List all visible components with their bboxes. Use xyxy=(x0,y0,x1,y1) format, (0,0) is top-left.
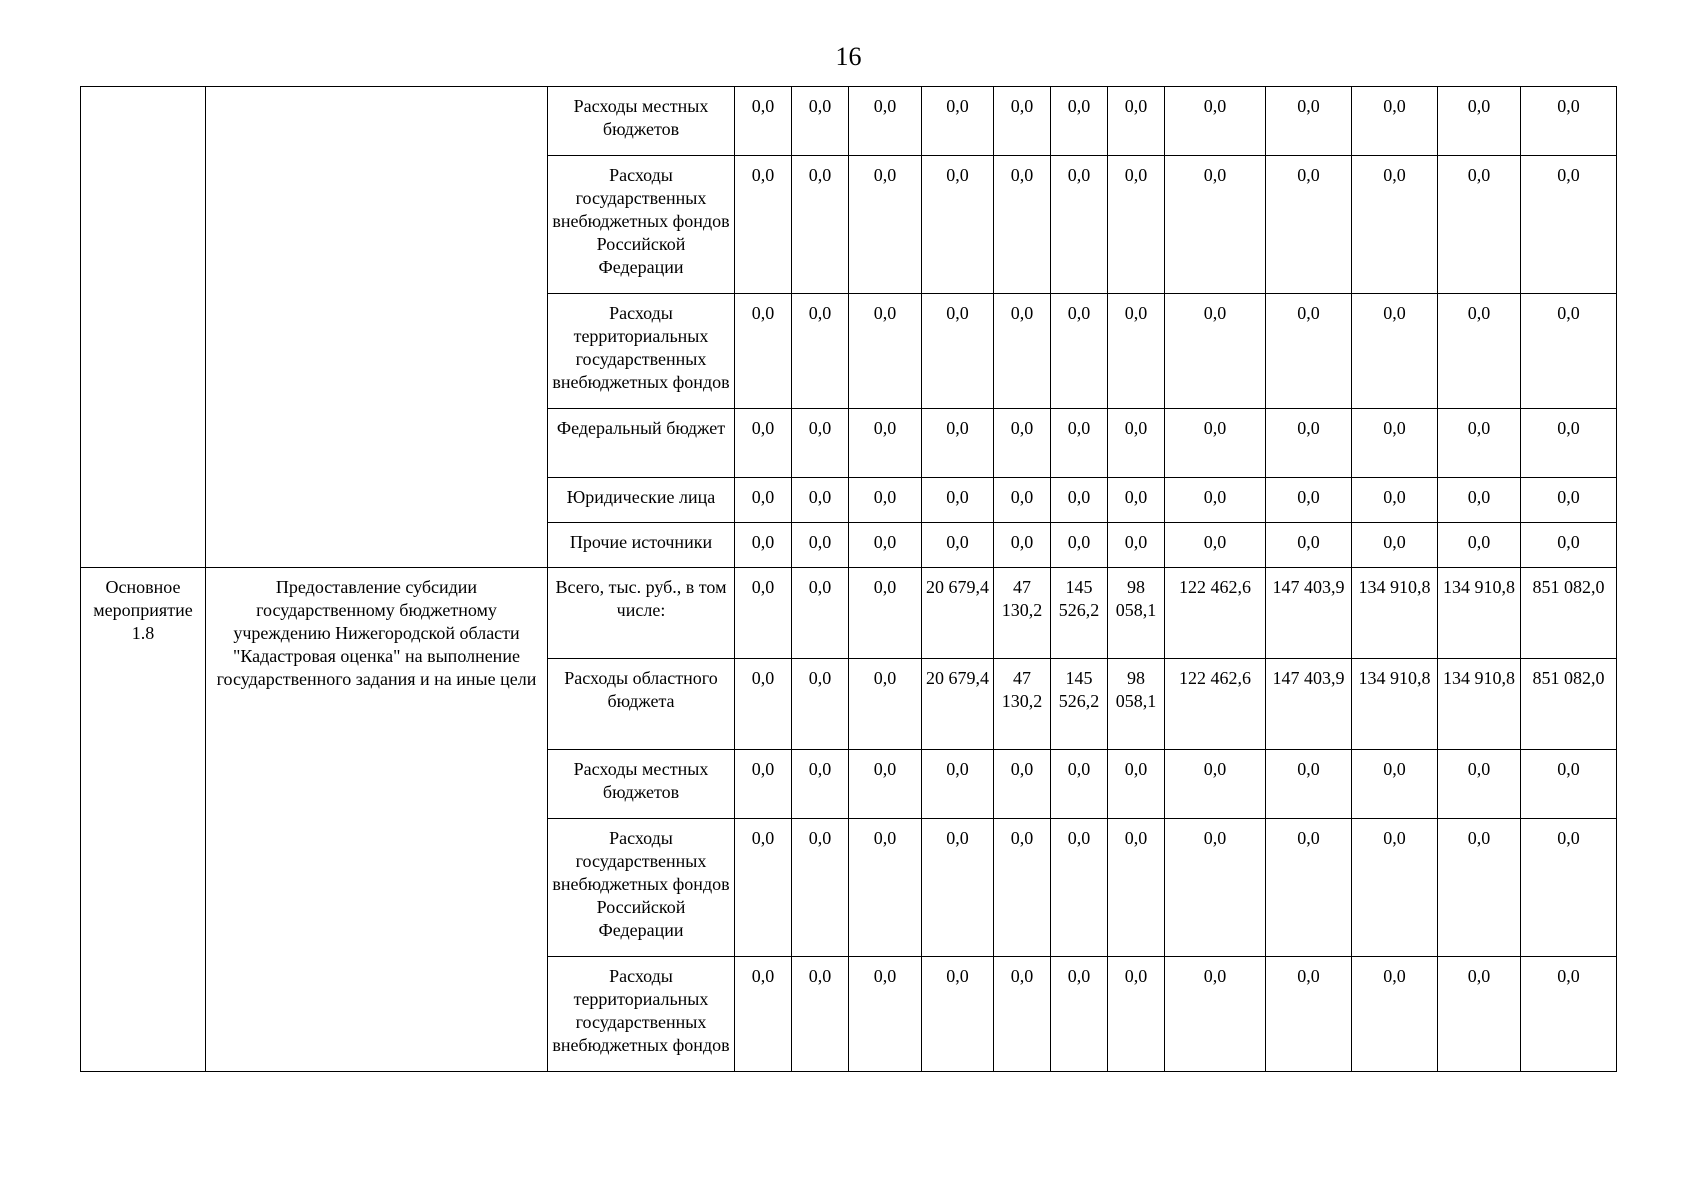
value-cell: 0,0 xyxy=(922,478,994,523)
value-cell: 0,0 xyxy=(1051,478,1108,523)
value-cell: 0,0 xyxy=(792,568,849,659)
value-cell: 0,0 xyxy=(1108,409,1165,478)
value-cell: 0,0 xyxy=(1352,156,1438,294)
value-cell: 0,0 xyxy=(1108,478,1165,523)
value-cell: 0,0 xyxy=(849,523,922,568)
value-cell: 0,0 xyxy=(1521,87,1617,156)
value-cell: 0,0 xyxy=(1438,87,1521,156)
value-cell: 0,0 xyxy=(994,478,1051,523)
value-cell: 0,0 xyxy=(792,523,849,568)
value-cell: 0,0 xyxy=(735,568,792,659)
value-cell: 0,0 xyxy=(1438,819,1521,957)
value-cell: 0,0 xyxy=(1108,750,1165,819)
value-cell: 98 058,1 xyxy=(1108,659,1165,750)
value-cell: 0,0 xyxy=(1165,156,1266,294)
value-cell: 0,0 xyxy=(1352,819,1438,957)
value-cell: 0,0 xyxy=(994,523,1051,568)
value-cell: 0,0 xyxy=(1108,87,1165,156)
value-cell: 0,0 xyxy=(1051,294,1108,409)
value-cell: 0,0 xyxy=(735,750,792,819)
value-cell: 0,0 xyxy=(1352,409,1438,478)
value-cell: 0,0 xyxy=(1266,523,1352,568)
value-cell: 122 462,6 xyxy=(1165,659,1266,750)
value-cell: 0,0 xyxy=(1051,819,1108,957)
measure-cell: Основное мероприятие 1.8 xyxy=(81,568,206,1072)
value-cell: 0,0 xyxy=(1051,523,1108,568)
value-cell: 0,0 xyxy=(1266,750,1352,819)
description-cell xyxy=(206,87,548,568)
value-cell: 145 526,2 xyxy=(1051,568,1108,659)
value-cell: 0,0 xyxy=(1521,523,1617,568)
funding-source-cell: Расходы местных бюджетов xyxy=(548,750,735,819)
value-cell: 134 910,8 xyxy=(1438,659,1521,750)
value-cell: 0,0 xyxy=(1108,957,1165,1072)
value-cell: 0,0 xyxy=(1165,523,1266,568)
value-cell: 0,0 xyxy=(1352,523,1438,568)
value-cell: 0,0 xyxy=(1352,478,1438,523)
value-cell: 0,0 xyxy=(922,409,994,478)
page-number: 16 xyxy=(835,42,862,71)
value-cell: 0,0 xyxy=(1165,819,1266,957)
value-cell: 0,0 xyxy=(735,957,792,1072)
value-cell: 0,0 xyxy=(1352,294,1438,409)
value-cell: 0,0 xyxy=(849,409,922,478)
value-cell: 134 910,8 xyxy=(1438,568,1521,659)
value-cell: 0,0 xyxy=(1051,957,1108,1072)
value-cell: 0,0 xyxy=(735,478,792,523)
value-cell: 0,0 xyxy=(792,478,849,523)
value-cell: 0,0 xyxy=(792,659,849,750)
value-cell: 0,0 xyxy=(994,409,1051,478)
value-cell: 0,0 xyxy=(994,750,1051,819)
funding-source-cell: Расходы областного бюджета xyxy=(548,659,735,750)
value-cell: 147 403,9 xyxy=(1266,659,1352,750)
value-cell: 0,0 xyxy=(1352,87,1438,156)
value-cell: 0,0 xyxy=(735,523,792,568)
value-cell: 851 082,0 xyxy=(1521,659,1617,750)
value-cell: 0,0 xyxy=(735,87,792,156)
value-cell: 147 403,9 xyxy=(1266,568,1352,659)
value-cell: 0,0 xyxy=(849,478,922,523)
value-cell: 0,0 xyxy=(1438,750,1521,819)
value-cell: 0,0 xyxy=(994,819,1051,957)
table-row xyxy=(81,87,1617,156)
value-cell: 0,0 xyxy=(735,819,792,957)
value-cell: 0,0 xyxy=(792,409,849,478)
value-cell: 0,0 xyxy=(1438,294,1521,409)
value-cell: 0,0 xyxy=(1352,750,1438,819)
value-cell: 0,0 xyxy=(1165,409,1266,478)
value-cell: 0,0 xyxy=(1266,156,1352,294)
value-cell: 0,0 xyxy=(922,523,994,568)
funding-source-cell: Расходы территориальных государственных внебюджетных фондов xyxy=(548,294,735,409)
value-cell: 0,0 xyxy=(922,750,994,819)
description-cell: Предоставление субсидии государственному бюджетному учреждению Нижегородской области "Кадастровая оценка" на выполнение государственного задания и на иные цели xyxy=(206,568,548,1072)
value-cell: 47 130,2 xyxy=(994,659,1051,750)
value-cell: 0,0 xyxy=(849,957,922,1072)
value-cell: 0,0 xyxy=(922,87,994,156)
value-cell: 0,0 xyxy=(849,156,922,294)
funding-source-cell: Расходы государственных внебюджетных фондов Российской Федерации xyxy=(548,819,735,957)
value-cell: 0,0 xyxy=(994,87,1051,156)
value-cell: 0,0 xyxy=(1165,294,1266,409)
value-cell: 0,0 xyxy=(1438,957,1521,1072)
value-cell: 0,0 xyxy=(1165,478,1266,523)
value-cell: 0,0 xyxy=(792,156,849,294)
value-cell: 0,0 xyxy=(735,409,792,478)
funding-source-cell: Прочие источники xyxy=(548,523,735,568)
value-cell: 0,0 xyxy=(1051,409,1108,478)
measure-cell xyxy=(81,87,206,568)
value-cell: 0,0 xyxy=(1521,409,1617,478)
value-cell: 0,0 xyxy=(1521,957,1617,1072)
value-cell: 0,0 xyxy=(994,156,1051,294)
value-cell: 0,0 xyxy=(792,294,849,409)
funding-source-cell: Всего, тыс. руб., в том числе: xyxy=(548,568,735,659)
value-cell: 0,0 xyxy=(1108,523,1165,568)
value-cell: 134 910,8 xyxy=(1352,659,1438,750)
value-cell: 0,0 xyxy=(1165,957,1266,1072)
value-cell: 47 130,2 xyxy=(994,568,1051,659)
value-cell: 0,0 xyxy=(792,750,849,819)
value-cell: 0,0 xyxy=(994,294,1051,409)
value-cell: 0,0 xyxy=(922,156,994,294)
funding-source-cell: Юридические лица xyxy=(548,478,735,523)
value-cell: 0,0 xyxy=(792,819,849,957)
value-cell: 0,0 xyxy=(922,294,994,409)
value-cell: 0,0 xyxy=(735,294,792,409)
funding-source-cell: Расходы территориальных государственных внебюджетных фондов xyxy=(548,957,735,1072)
value-cell: 20 679,4 xyxy=(922,659,994,750)
value-cell: 122 462,6 xyxy=(1165,568,1266,659)
value-cell: 0,0 xyxy=(1266,409,1352,478)
value-cell: 0,0 xyxy=(994,957,1051,1072)
value-cell: 0,0 xyxy=(1521,478,1617,523)
value-cell: 0,0 xyxy=(1051,750,1108,819)
value-cell: 0,0 xyxy=(849,819,922,957)
value-cell: 0,0 xyxy=(1438,409,1521,478)
value-cell: 0,0 xyxy=(1165,87,1266,156)
value-cell: 0,0 xyxy=(1108,156,1165,294)
value-cell: 0,0 xyxy=(1521,819,1617,957)
value-cell: 0,0 xyxy=(1108,819,1165,957)
value-cell: 0,0 xyxy=(1266,87,1352,156)
value-cell: 0,0 xyxy=(1521,750,1617,819)
value-cell: 0,0 xyxy=(1266,957,1352,1072)
value-cell: 0,0 xyxy=(735,156,792,294)
value-cell: 0,0 xyxy=(1438,523,1521,568)
value-cell: 0,0 xyxy=(1521,294,1617,409)
value-cell: 0,0 xyxy=(849,87,922,156)
funding-source-cell: Расходы государственных внебюджетных фондов Российской Федерации xyxy=(548,156,735,294)
value-cell: 851 082,0 xyxy=(1521,568,1617,659)
value-cell: 0,0 xyxy=(1521,156,1617,294)
value-cell: 0,0 xyxy=(849,750,922,819)
value-cell: 0,0 xyxy=(1438,156,1521,294)
funding-source-cell: Расходы местных бюджетов xyxy=(548,87,735,156)
value-cell: 0,0 xyxy=(849,659,922,750)
value-cell: 0,0 xyxy=(922,957,994,1072)
value-cell: 0,0 xyxy=(1438,478,1521,523)
funding-source-cell: Федеральный бюджет xyxy=(548,409,735,478)
value-cell: 0,0 xyxy=(1165,750,1266,819)
value-cell: 0,0 xyxy=(1051,87,1108,156)
value-cell: 0,0 xyxy=(1352,957,1438,1072)
value-cell: 0,0 xyxy=(1266,819,1352,957)
table-body xyxy=(81,87,1617,1072)
budget-table xyxy=(80,86,1617,1072)
value-cell: 145 526,2 xyxy=(1051,659,1108,750)
value-cell: 0,0 xyxy=(1051,156,1108,294)
value-cell: 0,0 xyxy=(922,819,994,957)
value-cell: 0,0 xyxy=(849,568,922,659)
value-cell: 0,0 xyxy=(735,659,792,750)
value-cell: 0,0 xyxy=(792,957,849,1072)
value-cell: 0,0 xyxy=(1266,294,1352,409)
value-cell: 0,0 xyxy=(849,294,922,409)
value-cell: 20 679,4 xyxy=(922,568,994,659)
value-cell: 0,0 xyxy=(1108,294,1165,409)
value-cell: 134 910,8 xyxy=(1352,568,1438,659)
value-cell: 0,0 xyxy=(792,87,849,156)
value-cell: 0,0 xyxy=(1266,478,1352,523)
value-cell: 98 058,1 xyxy=(1108,568,1165,659)
table-row xyxy=(81,568,1617,659)
